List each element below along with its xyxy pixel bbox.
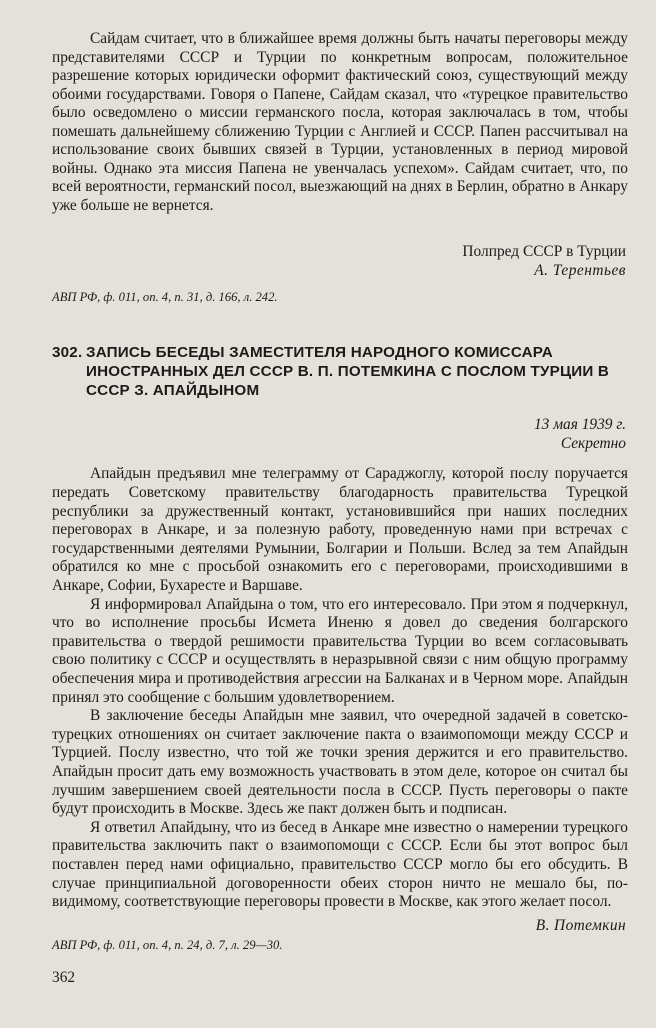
signature-block-1 bbox=[52, 242, 628, 280]
document-title: ЗАПИСЬ БЕСЕДЫ ЗАМЕСТИТЕЛЯ НАРОДНОГО КОМИССАРА ИНОСТРАННЫХ ДЕЛ СССР В. П. ПОТЕМКИНА С ПОСЛОМ ТУРЦИИ В СССР З. АПАЙДЫНОМ bbox=[86, 344, 610, 400]
document-date: 13 мая 1939 г. bbox=[533, 416, 626, 434]
document-heading bbox=[52, 343, 628, 400]
page-number: 362 bbox=[52, 969, 76, 986]
body-paragraph: В заключение беседы Апайдын мне заявил, что очередной задачей в советско-турецких отношениях он считает заключение пакта о взаимопомощи между СССР и Турцией. Послу известно, что той же точки зрения держится и его правительство. Апайдын просит дать ему возможность участвовать в этом деле, которое он считал бы лучшим завершением своей деятельности посла в СССР. Пусть переговоры о пакте будут происходить в Москве. Здесь же пакт должен быть и подписан. bbox=[52, 707, 628, 818]
body-paragraph: Я информировал Апайдына о том, что его интересовало. При этом я подчеркнул, что во исполнение просьбы Исмета Иненю я довел до сведения болгарского правительства о твердой решимости правительства Турции во всем согласовывать свою политику с СССР и осуществлять в неразрывной связи с ним общую программу обеспечения мира и противодействия агрессии на Балканах и в Черном море. Апайдын принял это сообщение с большим удовлетворением. bbox=[52, 595, 628, 706]
date-block bbox=[52, 416, 628, 453]
body-paragraph: Я ответил Апайдыну, что из бесед в Анкаре мне известно о намерении турецкого правительства заключить пакт о взаимопомощи с СССР. Если бы этот вопрос был поставлен перед нами официально, правительство СССР могло бы его обсудить. В случае принципиальной договоренности обеих сторон ничто не мешало бы, по-видимому, соответствующие переговоры провести в Москве, как этого желает посол. bbox=[52, 818, 628, 911]
document-body bbox=[52, 465, 628, 911]
intro-paragraph: Сайдам считает, что в ближайшее время должны быть начаты переговоры между представителями СССР и Турции по конкретным вопросам, положительное разрешение которых юридически оформит фактический союз, существующий между обоими государствами. Говоря о Папене, Сайдам сказал, что «турецкое правительство было осведомлено о миссии германского посла, которая заключалась в том, чтобы помешать дальнейшему сближению Турции с Англией и СССР. Папен рассчитывал на использование своих бывших связей в Турции, установленных в период мировой войны. Однако эта миссия Папена не увенчалась успехом». Сайдам считает, что, по всей вероятности, германский посол, выезжающий на днях в Берлин, обратно в Анкару уже больше не вернется. bbox=[52, 30, 628, 214]
body-paragraph: Апайдын предъявил мне телеграмму от Сараджоглу, которой послу поручается передать Советскому правительству благодарность правительства Турецкой республики за дружественный контакт, установившийся при наших последних переговорах в Анкаре, и за полезную работу, проведенную нами при встречах с государственными деятелями Румынии, Болгарии и Польши. Вслед за тем Апайдын обратился ко мне с просьбой ознакомить его с переговорами, происходившими в Анкаре, Софии, Бухаресте и Варшаве. bbox=[52, 465, 628, 595]
classification-mark: Секретно bbox=[560, 434, 626, 452]
signature-position: Полпред СССР в Турции bbox=[462, 243, 626, 261]
signature-name: А. Терентьев bbox=[534, 262, 626, 280]
signature-potemkin: В. Потемкин bbox=[535, 916, 626, 934]
document-number: 302. bbox=[52, 344, 83, 362]
archive-reference-2: АВП РФ, ф. 011, оп. 4, п. 24, д. 7, л. 29—30. bbox=[52, 937, 283, 952]
archive-reference-1: АВП РФ, ф. 011, оп. 4, п. 31, д. 166, л. 242. bbox=[52, 290, 278, 305]
